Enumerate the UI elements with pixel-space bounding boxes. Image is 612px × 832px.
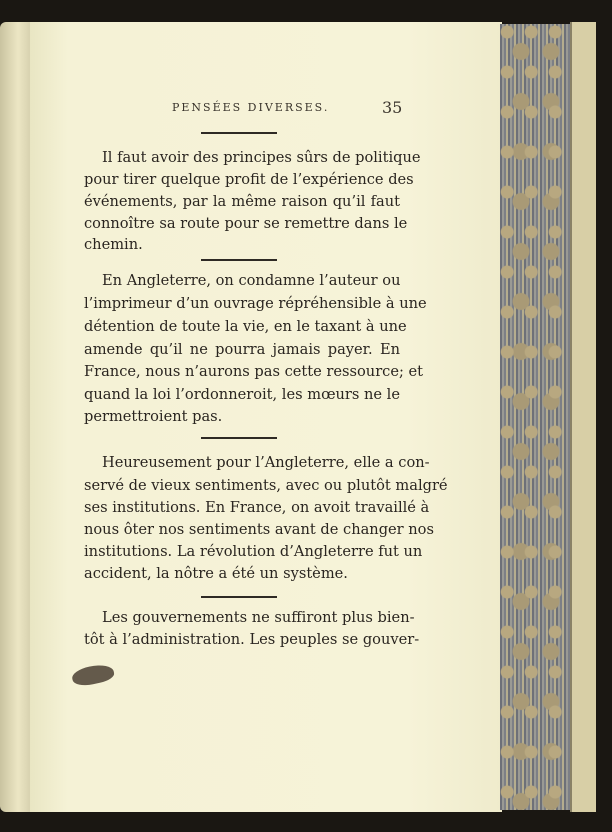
text-line: chemin.: [84, 236, 143, 253]
running-title: PENSÉES DIVERSES.: [172, 101, 330, 114]
page-number: 35: [382, 98, 403, 117]
text-line: servé de vieux sentiments, avec ou plutôt malgré: [84, 477, 448, 494]
text-line: accident, la nôtre a été un système.: [84, 565, 348, 582]
text-line: connoître sa route pour se remettre dans le: [84, 215, 408, 232]
text-line: l’imprimeur d’un ouvrage répréhensible à une: [84, 295, 427, 312]
section-divider: [201, 259, 277, 261]
text-line: quand la loi l’ordonneroit, les mœurs ne le: [84, 386, 400, 403]
book-cover-board: [570, 22, 596, 812]
section-divider: [201, 437, 277, 439]
text-line: permettroient pas.: [84, 408, 223, 425]
text-line: événements, par la même raison qu’il faut: [84, 193, 400, 210]
text-line: pour tirer quelque profit de l’expérience des: [84, 171, 414, 188]
facing-page-edge: [0, 22, 30, 812]
marbled-page-edges: [500, 24, 572, 810]
text-line: France, nous n’aurons pas cette ressource; et: [84, 363, 424, 380]
text-line: Il faut avoir des principes sûrs de politique: [102, 149, 421, 166]
text-line: En Angleterre, on condamne l’auteur ou: [102, 272, 401, 289]
section-divider: [201, 596, 277, 598]
text-line: Les gouvernements ne suffiront plus bien-: [102, 609, 415, 626]
section-divider: [201, 132, 277, 134]
text-line: nous ôter nos sentiments avant de changer nos: [84, 521, 434, 538]
text-line: amende qu’il ne pourra jamais payer. En: [84, 341, 400, 358]
text-line: institutions. La révolution d’Angleterre fut un: [84, 543, 423, 560]
text-line: Heureusement pour l’Angleterre, elle a con-: [102, 454, 430, 471]
text-line: tôt à l’administration. Les peuples se gouver-: [84, 631, 420, 648]
text-line: détention de toute la vie, en le taxant à une: [84, 318, 407, 335]
text-line: ses institutions. En France, on avoit travaillé à: [84, 499, 430, 516]
